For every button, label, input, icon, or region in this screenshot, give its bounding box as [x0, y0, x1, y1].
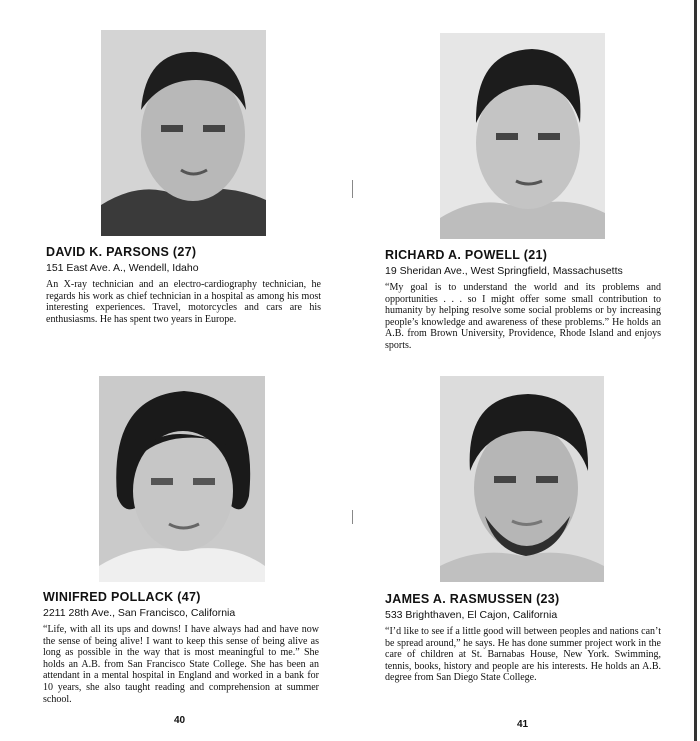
- binding-mark-bottom: [352, 510, 353, 524]
- entry-name: JAMES A. RASMUSSEN (23): [385, 592, 560, 606]
- page-right-edge: [694, 0, 697, 741]
- entry-bio: “I’d like to see if a little good will between peoples and nations can’t be spread around,” he says. He has done summer project work in the care of children at St. Barnabas House, New York. Swimming, tennis, books, history and people are his interests. He holds an A.B. degree from San Diego State College.: [385, 626, 661, 684]
- entry-name: RICHARD A. POWELL (21): [385, 248, 548, 262]
- portrait-photo-pollack: [99, 376, 265, 582]
- page-number-right: 41: [517, 719, 529, 730]
- portrait-photo-powell: [440, 33, 605, 239]
- entry-name: WINIFRED POLLACK (47): [43, 590, 201, 604]
- bio-entry-parsons: [46, 245, 321, 325]
- bio-entry-rasmussen: [385, 592, 661, 684]
- entry-name: DAVID K. PARSONS (27): [46, 245, 197, 259]
- binding-mark-top: [352, 180, 353, 198]
- entry-bio: “Life, with all its ups and downs! I have always had and have now the sense of being alive! I want to keep this sense of being alive as long as possible in the way that is most meaningful to me.” She holds an A.B. from San Francisco State College. She has been an attendant in a mental hospital in England and worked in a bank for 10 years, she also taught reading and comprehension at summer school.: [43, 624, 319, 705]
- entry-address: 151 East Ave. A., Wendell, Idaho: [46, 262, 199, 274]
- bio-entry-pollack: [43, 590, 319, 705]
- page-number-left: 40: [174, 715, 186, 726]
- entry-bio: “My goal is to understand the world and its problems and opportunities . . . so I might offer some small contribution to humanity by helping resolve some social problems or by increasing people’s knowledge and awareness of these problems.” He holds an A.B. from Brown University, Providence, Rhode Island and enjoys sports.: [385, 282, 661, 351]
- bio-entry-powell: [385, 248, 661, 352]
- portrait-photo-rasmussen: [440, 376, 604, 582]
- entry-bio: An X-ray technician and an electro-cardiography technician, he regards his work as chief technician in a hospital as among his most interesting experiences. Travel, motorcycles and cars are his enthusiasms. He has spent two years in Europe.: [46, 279, 321, 325]
- portrait-photo-parsons: [101, 30, 266, 236]
- entry-address: 533 Brighthaven, El Cajon, California: [385, 609, 558, 621]
- entry-address: 2211 28th Ave., San Francisco, California: [43, 607, 236, 619]
- entry-address: 19 Sheridan Ave., West Springfield, Massachusetts: [385, 265, 623, 277]
